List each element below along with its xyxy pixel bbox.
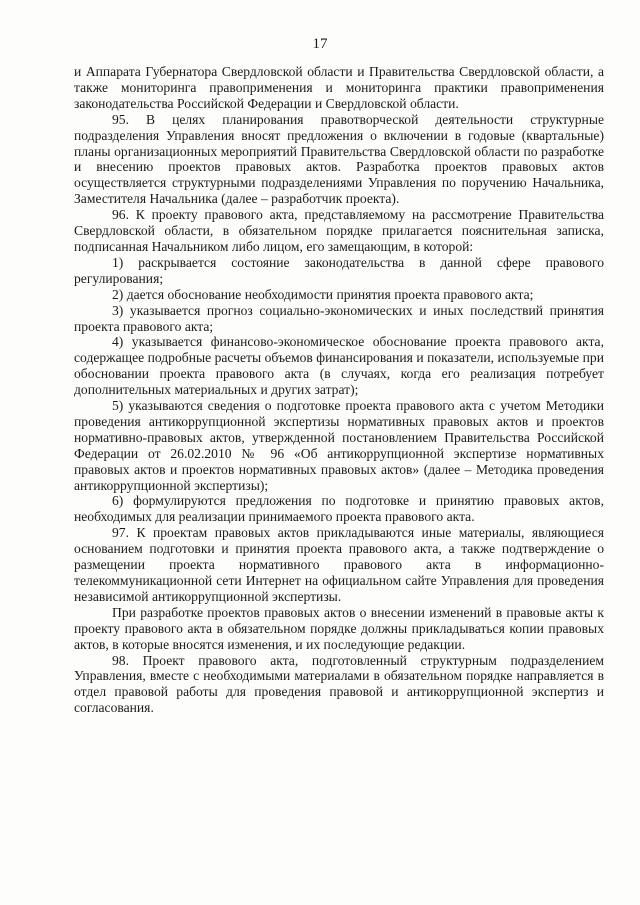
- list-item-3: 3) указывается прогноз социально-экономических и иных последствий принятия проекта правового акта;: [74, 302, 604, 334]
- page-number: 17: [312, 36, 328, 52]
- paragraph-98: 98. Проект правового акта, подготовленный структурным подразделением Управления, вместе с необходимыми материалами в обязательном порядке направляется в отдел правовой работы для проведения правовой и антикоррупционной экспертиз и согласования.: [74, 652, 604, 716]
- paragraph-continuation: и Аппарата Губернатора Свердловской области и Правительства Свердловской области, а также мониторинга правоприменения и мониторинга практики правоприменения законодательства Российской Федерации и Свердловской области.: [74, 64, 604, 111]
- paragraph-97-addendum: При разработке проектов правовых актов о внесении изменений в правовые акты к проекту правового акта в обязательном порядке должны прикладываться копии правовых актов, в которые вносятся изменения, и их последующие редакции.: [74, 604, 604, 652]
- paragraph-97: 97. К проектам правовых актов прикладываются иные материалы, являющиеся основанием подготовки и принятия проекта правового акта, а также подтверждение о размещении проекта нормативного правового акта в информационно-телекоммуникационной сети Интернет на официальном сайте Управления для проведения независимой антикоррупционной экспертизы.: [74, 525, 604, 604]
- list-item-4: 4) указывается финансово-экономическое обоснование проекта правового акта, содержащее подробные расчеты объемов финансирования и показатели, используемые при обосновании проекта правового акта (в случаях, когда его реализация потребует дополнительных материальных и других затрат);: [74, 334, 604, 398]
- list-item-1: 1) раскрывается состояние законодательства в данной сфере правового регулирования;: [74, 254, 604, 286]
- document-body: [74, 64, 604, 716]
- list-item-2: 2) дается обоснование необходимости принятия проекта правового акта;: [112, 286, 534, 302]
- list-item-6: 6) формулируются предложения по подготовке и принятию правовых актов, необходимых для реализации принимаемого проекта правового акта.: [74, 493, 604, 525]
- paragraph-96: 96. К проекту правового акта, представляемому на рассмотрение Правительства Свердловской области, в обязательном порядке прилагается пояснительная записка, подписанная Начальником либо лицом, его замещающим, в которой:: [74, 207, 604, 254]
- list-item-5: 5) указываются сведения о подготовке проекта правового акта с учетом Методики проведения антикоррупционной экспертизы нормативных правовых актов и проектов нормативно-правовых актов, утвержденной постановлением Правительства Российской Федерации от 26.02.2010 № 96 «Об антикоррупционной экспертизе нормативных правовых актов и проектов нормативных правовых актов» (далее – Методика проведения антикоррупционной экспертизы);: [74, 398, 604, 493]
- paragraph-95: 95. В целях планирования правотворческой деятельности структурные подразделения Управления вносят предложения о включении в годовые (квартальные) планы организационных мероприятий Правительства Свердловской области по разработке и внесению проектов правовых актов. Разработка проектов правовых актов осуществляется структурными подразделениями Управления по поручению Начальника, Заместителя Начальника (далее – разработчик проекта).: [74, 111, 604, 207]
